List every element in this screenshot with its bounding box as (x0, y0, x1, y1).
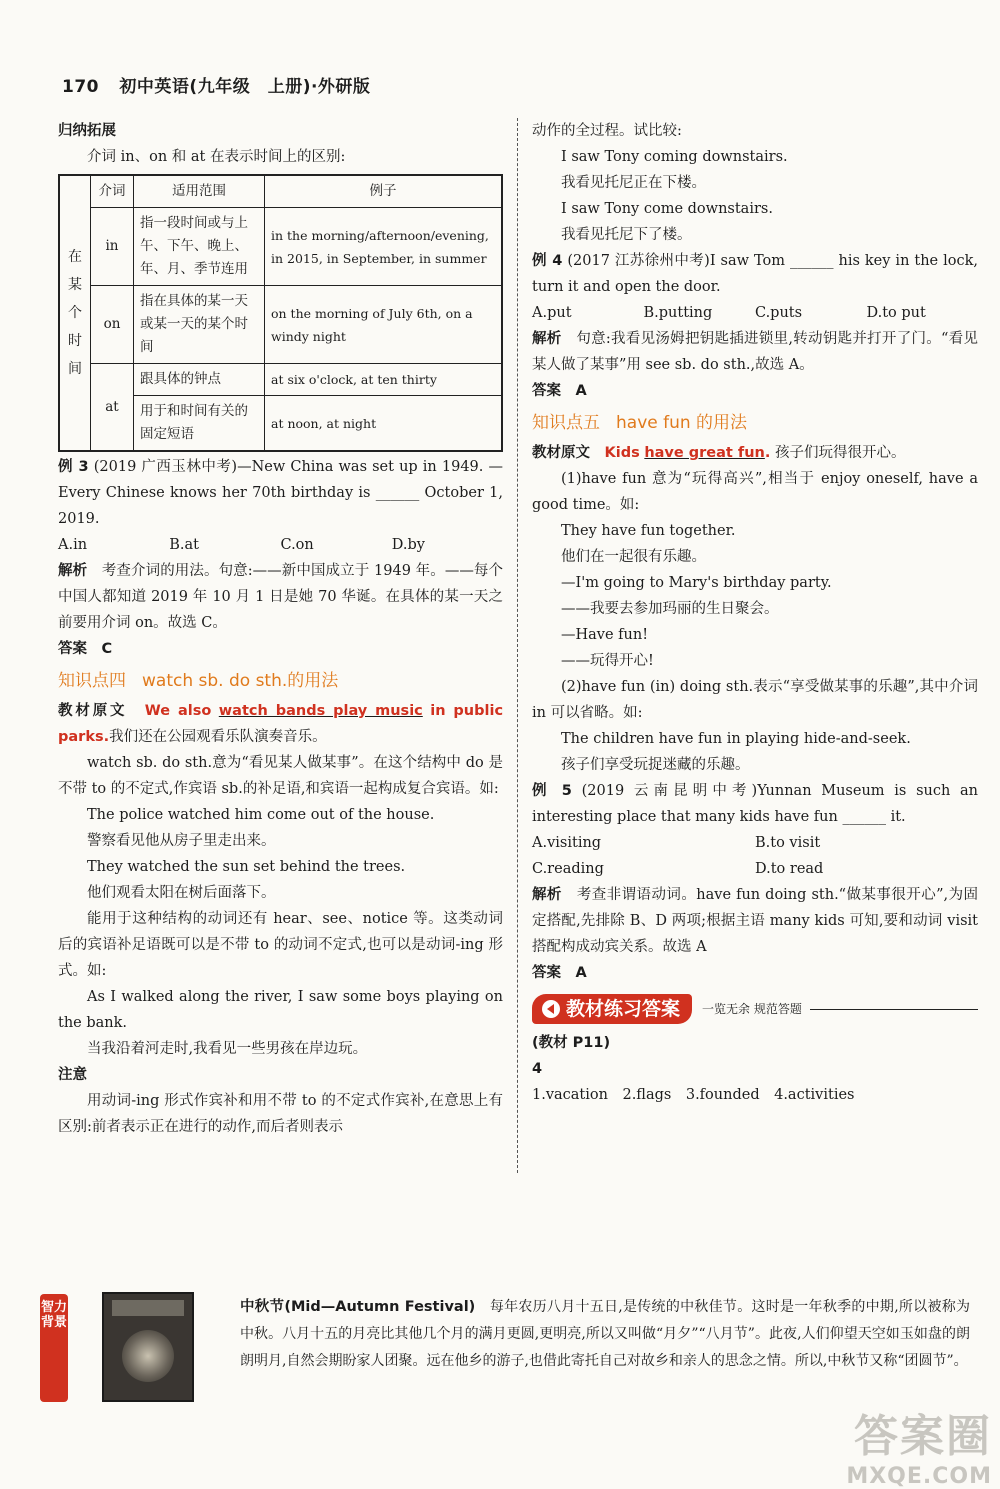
example-5-source: (2019 云南昆明中考) (581, 783, 758, 799)
kp5-example: ——玩得开心! (561, 653, 654, 669)
example-5-label: 例 5 (532, 783, 572, 799)
kp5-example: ——我要去参加玛丽的生日聚会。 (561, 601, 779, 617)
table-cell: at (91, 364, 134, 452)
table-cell: on (91, 286, 134, 364)
moon-icon (122, 1330, 174, 1382)
option: D.to read (755, 861, 824, 877)
background-tag: 智力背景 (40, 1294, 68, 1402)
mooncake-image (102, 1292, 194, 1402)
answer-label: 答案 (532, 965, 561, 981)
kp4-example: The police watched him come out of the house. (87, 807, 435, 823)
option: C.reading (532, 861, 604, 877)
kp5-example: They have fun together. (561, 523, 736, 539)
image-caption-bar (112, 1300, 184, 1316)
kp4-example: 他们观看太阳在树后面落下。 (87, 885, 276, 901)
answer-value: A (575, 383, 587, 399)
kp-label: 知识点五 (532, 413, 600, 433)
table-cell: 跟具体的钟点 (134, 364, 265, 396)
source-sentence-c: . (764, 445, 771, 461)
option: B.to visit (755, 835, 821, 851)
example-4-label: 例 4 (532, 253, 563, 269)
analysis-label: 解析 (532, 887, 562, 903)
table-header-row (59, 175, 502, 208)
example-5-answer (532, 960, 978, 986)
kp5-source-text (532, 440, 978, 466)
example-4-text: I saw Tom ______ his key in the lock, turn it and open the door. (532, 253, 978, 295)
example-5-analysis (532, 882, 978, 960)
kp-label: 知识点四 (58, 671, 126, 691)
table-side-label: 在 某 个 时 间 (59, 175, 91, 451)
kp4-source-text (58, 698, 503, 750)
table-cell: at six o'clock, at ten thirty (265, 364, 503, 396)
source-sentence-c: in public parks. (58, 703, 504, 745)
page-header (62, 72, 370, 97)
source-sentence-b: watch bands play music (218, 703, 423, 719)
option: A.put (532, 305, 572, 321)
table-cell: on the morning of July 6th, on a windy night (265, 286, 503, 364)
right-column (532, 118, 978, 1108)
option: A.in (58, 537, 88, 553)
answer-value: A (575, 965, 587, 981)
table-header-cell: 介词 (91, 175, 134, 208)
option: D.by (391, 537, 425, 553)
analysis-label: 解析 (532, 331, 562, 347)
compare-example: I saw Tony come downstairs. (561, 201, 773, 217)
background-knowledge-box (40, 1282, 980, 1412)
kp5-example: 他们在一起很有乐趣。 (561, 549, 706, 565)
kp5-example: —Have fun! (561, 627, 649, 643)
book-title: 初中英语(九年级 上册)·外研版 (119, 77, 371, 97)
answer-value: C (101, 641, 113, 657)
example-3-text: —New China was set up in 1949. —Every Chinese knows her 70th birthday is ______ October 1, 2019. (58, 459, 504, 527)
summary-intro: 介词 in、on 和 at 在表示时间上的区别: (87, 149, 346, 165)
table-row (59, 364, 502, 396)
page-number: 170 (62, 77, 99, 97)
banner-pill (532, 994, 692, 1024)
compare-example: I saw Tony coming downstairs. (561, 149, 788, 165)
kp4-extra: 能用于这种结构的动词还有 hear、see、notice 等。这类动词后的宾语补足语既可以是不带 to 的动词不定式,也可以是动词-ing 形式。如: (58, 911, 503, 979)
kp4-example: They watched the sun set behind the trees. (87, 859, 406, 875)
arrow-left-icon (542, 1000, 560, 1018)
preposition-table (58, 174, 503, 452)
source-sentence-cn: 孩子们玩得很开心。 (774, 445, 906, 461)
exercise-page-ref: (教材 P11) (532, 1035, 611, 1051)
note-label: 注意 (58, 1067, 87, 1083)
table-cell: 指一段时间或与上午、下午、晚上、年、月、季节连用 (134, 208, 265, 286)
text-label: 教材原文 (532, 445, 590, 461)
table-cell: in (91, 208, 134, 286)
example-3-source: (2019 广西玉林中考) (93, 459, 238, 475)
banner-rule (810, 1009, 978, 1010)
table-cell: in the morning/afternoon/evening, in 2015, in September, in summer (265, 208, 503, 286)
example-4-source: (2017 江苏徐州中考) (567, 253, 710, 269)
table-cell: at noon, at night (265, 396, 503, 452)
text-label: 教材原文 (58, 703, 128, 719)
compare-example: 我看见托尼正在下楼。 (561, 175, 706, 191)
option: C.on (280, 537, 314, 553)
analysis-label: 解析 (58, 563, 88, 579)
example-4-options (532, 300, 978, 326)
kp5-example: 孩子们享受玩捉迷藏的乐趣。 (561, 757, 750, 773)
example-3-question (58, 454, 503, 532)
note-text: 用动词-ing 形式作宾补和用不带 to 的不定式作宾补,在意思上有区别:前者表示正在进行的动作,而后者则表示 (58, 1093, 503, 1135)
table-row (59, 208, 502, 286)
example-5-text: Yunnan Museum is such an interesting place that many kids have fun ______ it. (532, 783, 979, 825)
compare-example: 我看见托尼下了楼。 (561, 227, 692, 243)
example-3-options (58, 532, 503, 558)
banner-title: 教材练习答案 (566, 998, 681, 1020)
kp4-example: 警察看见他从房子里走出来。 (87, 833, 276, 849)
kp5-point-2: (2)have fun (in) doing sth.表示“享受做某事的乐趣”,其中介词 in 可以省略。如: (532, 679, 978, 721)
kp4-extra-example-cn: 当我沿着河走时,我看见一些男孩在岸边玩。 (87, 1041, 368, 1057)
example-3-analysis (58, 558, 503, 636)
table-row (59, 286, 502, 364)
kp5-point-1: (1)have fun 意为“玩得高兴”,相当于 enjoy oneself, have a good time。如: (532, 471, 978, 513)
left-column (58, 118, 503, 1140)
option: C.puts (755, 305, 803, 321)
exercise-number: 4 (532, 1061, 543, 1077)
table-header-cell: 例子 (265, 175, 503, 208)
exercise-answers-banner (532, 994, 978, 1024)
kp5-example: The children have fun in playing hide-and-seek. (561, 731, 911, 747)
example-4-answer (532, 378, 978, 404)
source-sentence-cn: 我们还在公园观看乐队演奏音乐。 (109, 729, 327, 745)
festival-title: 中秋节(Mid—Autumn Festival) (240, 1299, 476, 1315)
festival-text (240, 1294, 970, 1375)
example-4-question (532, 248, 978, 300)
kp5-example: —I'm going to Mary's birthday party. (561, 575, 832, 591)
table-cell: 用于和时间有关的固定短语 (134, 396, 265, 452)
watermark-url: MXQE.COM (846, 1464, 992, 1489)
exercise-answers: 1.vacation 2.flags 3.founded 4.activities (532, 1087, 855, 1103)
watermark-logo: 答案圈 (854, 1411, 992, 1462)
example-3-answer (58, 636, 503, 662)
analysis-text: 句意:我看见汤姆把钥匙插进锁里,转动钥匙并打开了门。“看见某人做了某事”用 see sb. do sth.,故选 A。 (532, 331, 979, 373)
continued-text: 动作的全过程。试比较: (532, 123, 682, 139)
example-5-options (532, 830, 978, 882)
example-4-analysis (532, 326, 978, 378)
source-sentence-b: have great fun (644, 445, 765, 461)
analysis-text: 考查介词的用法。句意:——新中国成立于 1949 年。——每个中国人都知道 2019 年 10 月 1 日是她 70 华诞。在具体的某一天之前要用介词 on。故选 C。 (58, 563, 504, 631)
option: D.to put (866, 305, 926, 321)
kp4-extra-example: As I walked along the river, I saw some boys playing on the bank. (58, 989, 503, 1031)
table-cell: 指在具体的某一天或某一天的某个时间 (134, 286, 265, 364)
table-header-cell: 适用范围 (134, 175, 265, 208)
festival-body: 每年农历八月十五日,是传统的中秋佳节。这时是一年秋季的中期,所以被称为中秋。八月十五的月亮比其他几个月的满月更圆,更明亮,所以又叫做“月夕”“八月节”。此夜,人们仰望天空如玉如盘的朗朗明月,自然会期盼家人团聚。远在他乡的游子,也借此寄托自己对故乡和亲人的思念之情。所以,中秋节又称“团圆节”。 (240, 1299, 970, 1369)
option: B.at (169, 537, 199, 553)
banner-subtitle: 一览无余 规范答题 (702, 1002, 802, 1016)
watermark (846, 1400, 992, 1489)
source-sentence-a: We also (144, 703, 212, 719)
column-divider (517, 118, 518, 1173)
analysis-text: 考查非谓语动词。have fun doing sth.“做某事很开心”,为固定搭配,先排除 B、D 两项;根据主语 many kids 可知,要和动词 visit 搭配构成动宾关系。故选 A (532, 887, 979, 955)
knowledge-point-4-heading (58, 668, 503, 694)
option: A.visiting (532, 835, 602, 851)
answer-label: 答案 (58, 641, 87, 657)
kp4-explain: watch sb. do sth.意为“看见某人做某事”。在这个结构中 do 是不带 to 的不定式,作宾语 sb.的补足语,和宾语一起构成复合宾语。如: (58, 755, 503, 797)
kp-title: have fun 的用法 (616, 413, 748, 433)
answer-label: 答案 (532, 383, 561, 399)
knowledge-point-5-heading (532, 410, 978, 436)
example-3-label: 例 3 (58, 459, 89, 475)
source-sentence-a: Kids (604, 445, 640, 461)
example-5-question (532, 778, 978, 830)
kp-title: watch sb. do sth.的用法 (142, 671, 339, 691)
summary-heading: 归纳拓展 (58, 123, 116, 139)
option: B.putting (643, 305, 713, 321)
